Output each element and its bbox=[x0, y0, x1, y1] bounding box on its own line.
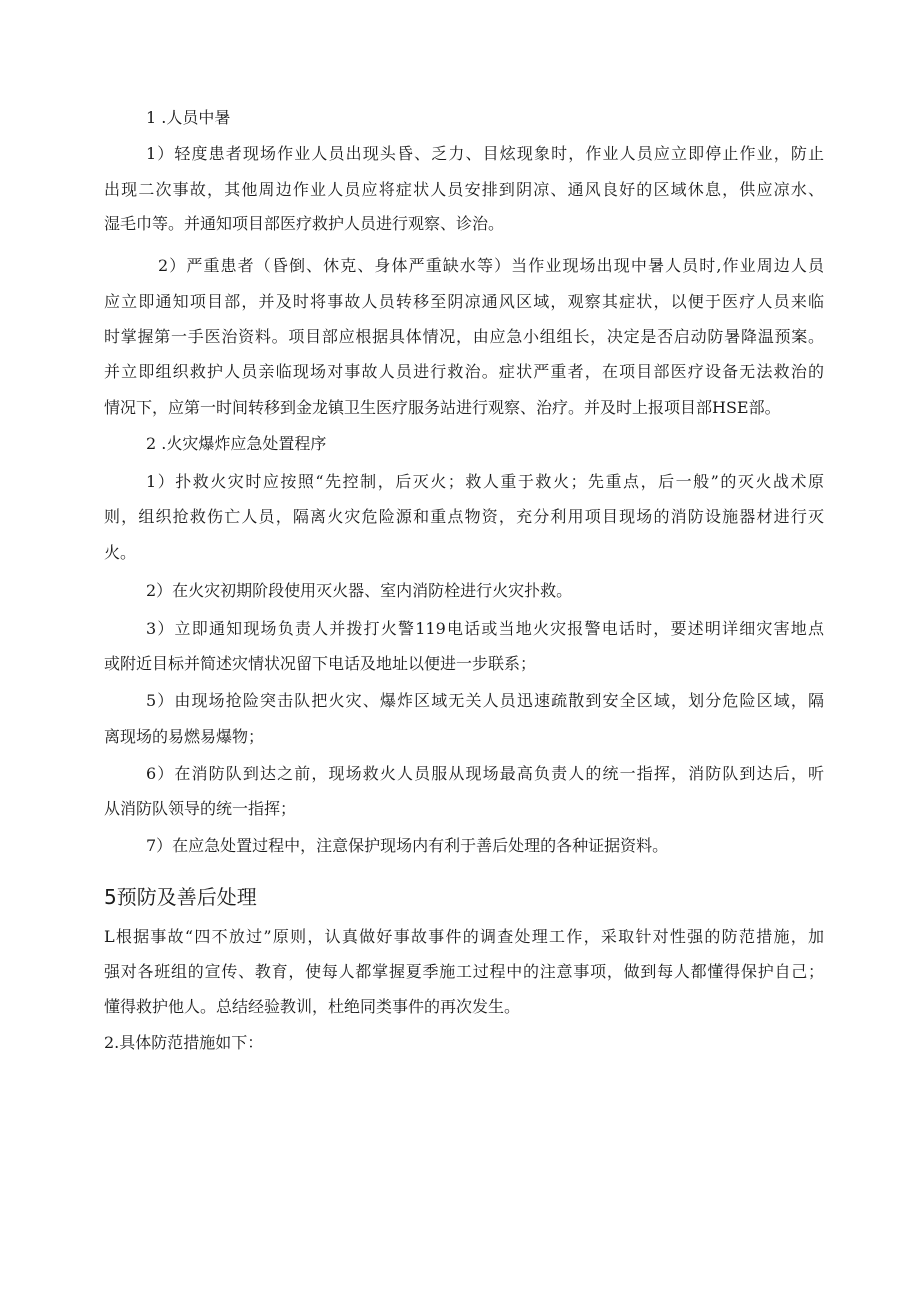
item1-p2-line3: 时掌握第一手医治资料。项目部应根据具体情况，由应急小组组长，决定是否启动防暑降温预案。 bbox=[104, 327, 824, 346]
item2-p6-line1: 6）在消防队到达之前，现场救火人员服从现场最高负责人的统一指挥，消防队到达后，听 bbox=[146, 764, 824, 783]
item1-p1-line1: 1）轻度患者现场作业人员出现头昏、乏力、目炫现象时，作业人员应立即停止作业，防止 bbox=[146, 144, 824, 163]
section5-p1-line2: 强对各班组的宣传、教育，使每人都掌握夏季施工过程中的注意事项，做到每人都懂得保护自己； bbox=[104, 962, 824, 981]
item2-p1-line2: 则，组织抢救伤亡人员，隔离火灾危险源和重点物资，充分利用项目现场的消防设施器材进行灭 bbox=[104, 507, 824, 526]
item1-p2-line5: 情况下，应第一时间转移到金龙镇卫生医疗服务站进行观察、治疗。并及时上报项目部HSE部。 bbox=[104, 398, 781, 417]
item2-p7: 7）在应急处置过程中，注意保护现场内有利于善后处理的各种证据资料。 bbox=[146, 836, 669, 855]
item2-p1-line3: 火。 bbox=[104, 543, 137, 562]
section5-p1-line3: 懂得救护他人。总结经验教训，杜绝同类事件的再次发生。 bbox=[104, 997, 521, 1016]
item2-p3-line1: 3）立即通知现场负责人并拨打火警119电话或当地火灾报警电话时，要述明详细灾害地点 bbox=[146, 619, 824, 638]
item2-p2: 2）在火灾初期阶段使用灭火器、室内消防栓进行火灾扑救。 bbox=[146, 581, 573, 600]
item2-p1-line1: 1）扑救火灾时应按照“先控制，后灭火；救人重于救火；先重点，后一般”的灭火战术原 bbox=[146, 472, 824, 491]
section5-p1-line1: L根据事故“四不放过”原则，认真做好事故事件的调查处理工作，采取针对性强的防范措施，加 bbox=[104, 927, 824, 946]
item2-title: 2 .火灾爆炸应急处置程序 bbox=[146, 434, 327, 453]
section5-heading: 5预防及善后处理 bbox=[104, 885, 257, 909]
item1-p1-line2: 出现二次事故，其他周边作业人员应将症状人员安排到阴凉、通风良好的区域休息，供应凉水、 bbox=[104, 180, 824, 199]
section5-p2: 2.具体防范措施如下： bbox=[104, 1033, 264, 1052]
item2-p3-line2: 或附近目标并简述灾情状况留下电话及地址以便进一步联系； bbox=[104, 654, 537, 673]
item1-p2-line2: 应立即通知项目部，并及时将事故人员转移至阴凉通风区域，观察其症状，以便于医疗人员来临 bbox=[104, 292, 824, 311]
item2-p5-line2: 离现场的易燃易爆物； bbox=[104, 727, 265, 746]
item2-p5-line1: 5）由现场抢险突击队把火灾、爆炸区域无关人员迅速疏散到安全区域，划分危险区域，隔 bbox=[146, 691, 824, 710]
item1-p1-line3: 湿毛巾等。并通知项目部医疗救护人员进行观察、诊治。 bbox=[104, 214, 505, 233]
item2-p6-line2: 从消防队领导的统一指挥； bbox=[104, 799, 297, 818]
item1-p2-line1: 2）严重患者（昏倒、休克、身体严重缺水等）当作业现场出现中暑人员时,作业周边人员 bbox=[158, 256, 824, 275]
item1-p2-line4: 并立即组织救护人员亲临现场对事故人员进行救治。症状严重者，在项目部医疗设备无法救治的 bbox=[104, 362, 824, 381]
item1-title: 1 .人员中暑 bbox=[146, 108, 231, 127]
